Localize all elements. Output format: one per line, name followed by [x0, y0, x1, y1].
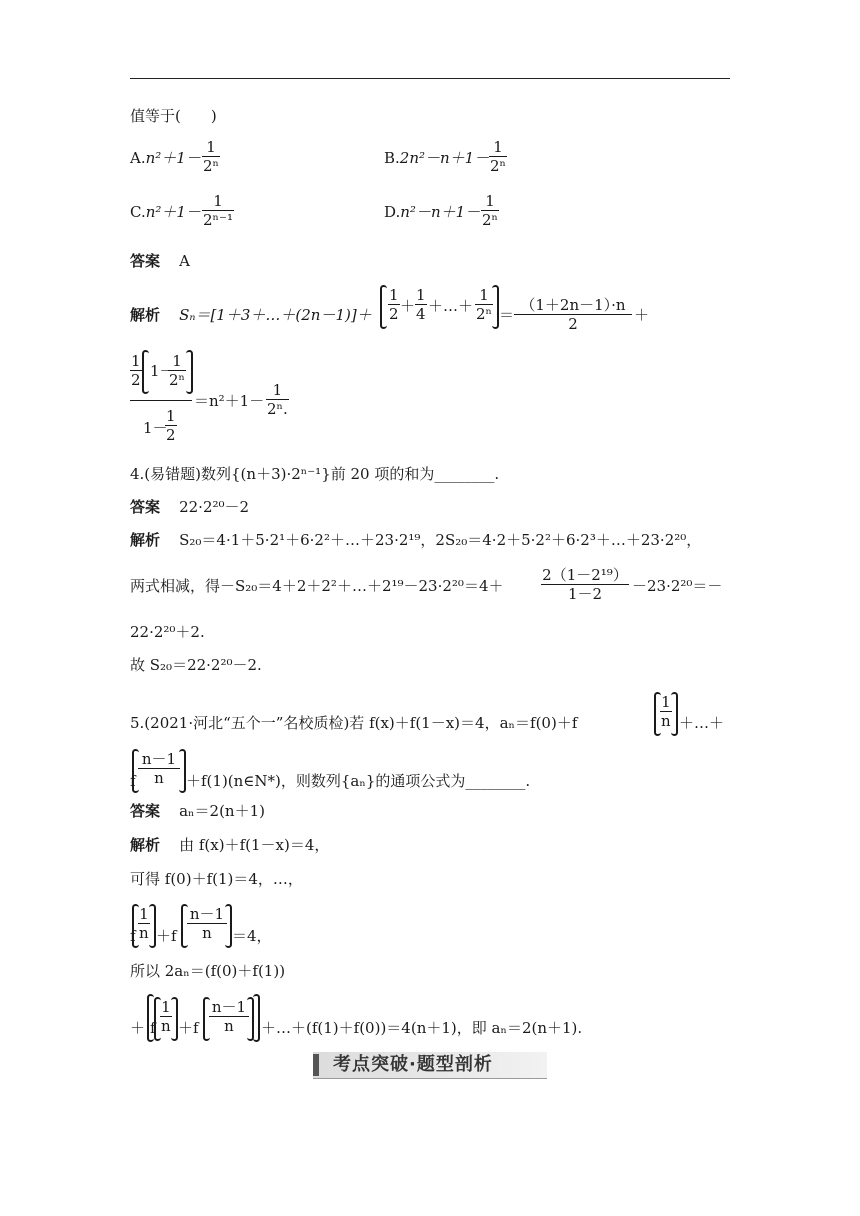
q5-stem2-f: f	[130, 772, 136, 790]
left-paren	[380, 285, 387, 329]
right-paren	[492, 285, 499, 329]
q5-stem2-rest: ＋f(1)(n∈N*)，则数列{aₙ}的通项公式为________.	[186, 772, 531, 790]
analysis-frac-1: $\frac{1}{2}$	[389, 286, 399, 323]
compound-fraction-bar	[130, 400, 192, 401]
option-c-fraction: $\frac{1}{\text{2ⁿ⁻¹}}$	[203, 192, 233, 229]
cont-left-paren	[142, 350, 149, 394]
cont-inner-fraction: $\frac{1}{\text{2ⁿ}}$	[169, 352, 186, 389]
half-fraction: $\frac{1}{2}$	[131, 352, 141, 389]
option-b: B.2n²－n＋1－	[384, 149, 490, 167]
q5-analysis-line-2: 可得 f(0)＋f(1)＝4，…，	[130, 870, 303, 888]
analysis-equals: ＝	[499, 306, 515, 324]
q5-stem-fraction: $\frac{1}{n}$	[661, 693, 671, 730]
q3-answer: 答案 A	[130, 252, 190, 270]
q5-line3-fraction-1: $\frac{1}{n}$	[139, 905, 149, 942]
analysis-dots: ＋…＋	[428, 297, 474, 315]
q4-stem: 4.(易错题)数列{(n＋3)·2ⁿ⁻¹}前 20 项的和为________.	[130, 465, 500, 483]
q5-line5-outer-r	[253, 994, 260, 1042]
option-d-fraction: $\frac{1}{\text{2ⁿ}}$	[482, 192, 499, 229]
banner-accent-bar	[313, 1054, 319, 1076]
q5-line3-paren-r1	[149, 904, 156, 948]
option-a: A.n²＋1－	[130, 149, 201, 167]
q5-line3-end: ＝4，	[232, 927, 272, 945]
analysis-plus-2: ＋	[634, 306, 650, 324]
q4-analysis-line-2a: 两式相减，得－S₂₀＝4＋2＋2²＋…＋2¹⁹－23·2²⁰＝4＋	[130, 577, 504, 595]
option-d: D.n²－n＋1－	[384, 203, 481, 221]
banner-title: 考点突破·题型剖析	[333, 1054, 493, 1075]
q5-analysis-line-1: 解析 由 f(x)＋f(1－x)＝4，	[130, 836, 330, 854]
cont-den-fraction: $\frac{1}{2}$	[166, 407, 176, 444]
q3-analysis: 解析 Sₙ＝[1＋3＋…＋(2n－1)]＋	[130, 306, 372, 324]
header-rule	[130, 78, 730, 79]
q5-stem-tail: ＋…＋	[679, 714, 725, 732]
cont-right-paren	[186, 350, 193, 394]
q5-line3-plus: ＋f	[156, 927, 177, 945]
q5-answer: 答案 aₙ＝2(n＋1)	[130, 802, 265, 820]
cont-result-fraction: $\frac{1}{\text{2ⁿ.}}$	[267, 381, 288, 418]
q5-line3-f: f	[130, 927, 136, 945]
option-c: C.n²＋1－	[130, 203, 201, 221]
section-banner	[313, 1052, 547, 1079]
option-a-fraction: $\frac{1}{\text{2ⁿ}}$	[203, 138, 220, 175]
cont-inner: 1－	[150, 362, 175, 380]
q5-line5-plus: ＋	[130, 1019, 146, 1037]
q5-line3-fraction-2: $\frac{n-1}{n}$	[187, 905, 227, 942]
q5-line5-plus-f: ＋f	[178, 1019, 199, 1037]
analysis-big-fraction: $\frac{(1+2n-1)\cdot n}{2}$	[514, 296, 632, 333]
q4-analysis-line-3: 22·2²⁰＋2.	[130, 623, 205, 641]
q5-line5-paren-r1	[171, 997, 178, 1041]
q3-stem-tail: 值等于( )	[130, 107, 217, 125]
q5-stem-line-1: 5.(2021·河北“五个一”名校质检)若 f(x)＋f(1－x)＝4，aₙ＝f(0)＋f	[130, 714, 578, 732]
q5-line5-end: ＋…＋(f(1)＋f(0))＝4(n＋1)，即 aₙ＝2(n＋1).	[261, 1019, 583, 1037]
q4-answer: 答案 22·2²⁰－2	[130, 498, 250, 516]
q5-analysis-line-4: 所以 2aₙ＝(f(0)＋f(1))	[130, 962, 286, 980]
cont-result: ＝n²＋1－	[194, 392, 265, 410]
q5-stem2-right-paren	[179, 749, 186, 793]
option-b-fraction: $\frac{1}{\text{2ⁿ}}$	[490, 138, 507, 175]
q5-line5-f: f	[150, 1019, 156, 1037]
q5-line3-paren-r2	[225, 904, 232, 948]
q5-right-paren	[671, 692, 678, 736]
cont-den-expr: 1－	[143, 419, 168, 437]
q4-analysis-line-1: 解析 S₂₀＝4·1＋5·2¹＋6·2²＋…＋23·2¹⁹，2S₂₀＝4·2＋5·2²＋6·2³＋…＋23·2²⁰，	[130, 531, 702, 549]
q5-line5-fraction-1: $\frac{1}{n}$	[161, 998, 171, 1035]
q5-stem2-fraction: $\frac{n-1}{n}$	[138, 750, 180, 787]
q4-analysis-fraction: $\frac{\text{2（1－2¹⁹）}}{1-2}$	[542, 566, 628, 603]
analysis-frac-2: $\frac{1}{4}$	[416, 286, 426, 323]
q4-analysis-line-2b: －23·2²⁰＝－	[632, 577, 723, 595]
q4-analysis-line-4: 故 S₂₀＝22·2²⁰－2.	[130, 656, 262, 674]
q5-line5-fraction-2: $\frac{n-1}{n}$	[209, 998, 249, 1035]
analysis-plus: ＋	[400, 297, 416, 315]
analysis-frac-3: $\frac{1}{\text{2ⁿ}}$	[476, 286, 493, 323]
